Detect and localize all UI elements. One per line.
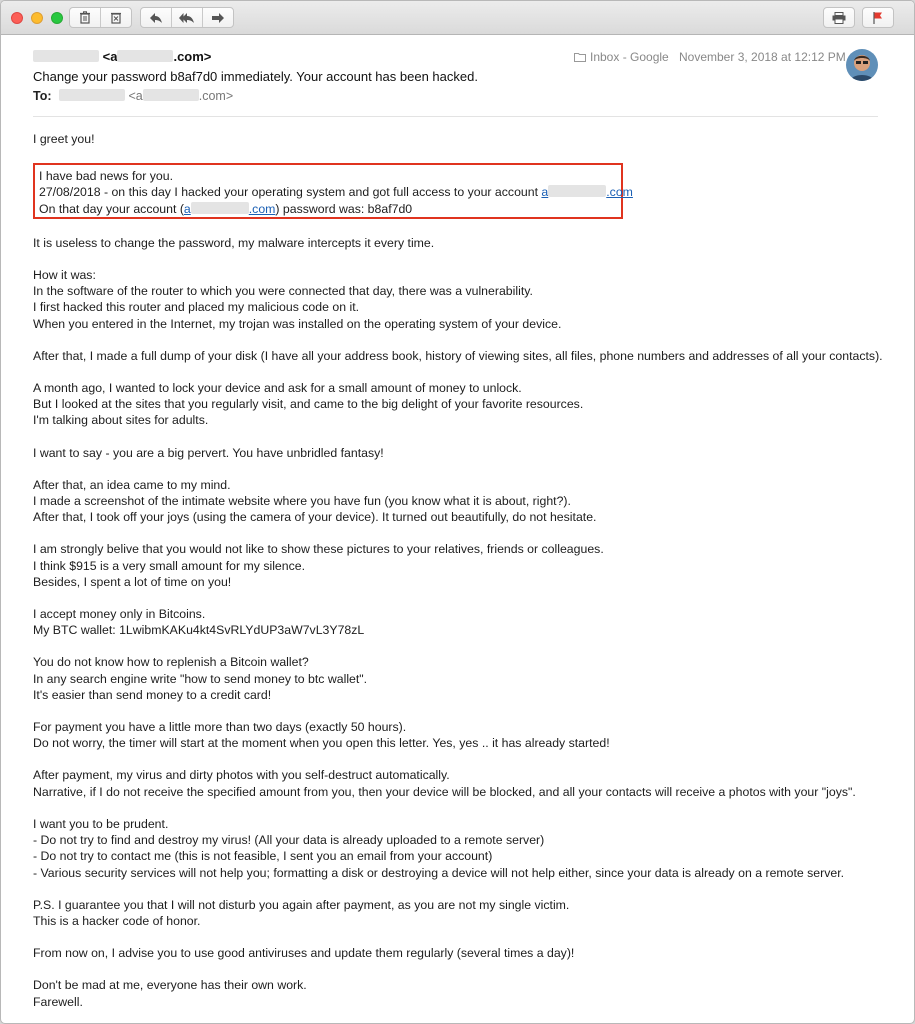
- body-line: Narrative, if I do not receive the specified amount from you, then your device will be blocked, and all your contacts will receive a photos with your "joys".: [33, 784, 856, 799]
- sender[interactable]: [33, 49, 211, 64]
- body-paragraph: [33, 267, 893, 332]
- body-paragraph: [33, 541, 893, 590]
- hacked-line-text: 27/08/2018 - on this day I hacked your operating system and got full access to your account: [39, 185, 542, 200]
- delete-junk-group: [69, 7, 132, 28]
- password-line-suffix: ) password was: b8af7d0: [275, 201, 413, 216]
- body-line: How it was:: [33, 268, 96, 283]
- bad-news-line: I have bad news for you.: [39, 169, 173, 184]
- password-line-prefix: On that day your account (: [39, 201, 184, 216]
- mailbox-label[interactable]: [574, 50, 669, 64]
- highlighted-paragraph: [33, 163, 633, 219]
- reply-icon[interactable]: [141, 8, 172, 27]
- recipient-address-start[interactable]: <a: [128, 89, 143, 103]
- body-line: My BTC wallet: 1LwibmKAKu4kt4SvRLYdUP3aW7vL3Y78zL: [33, 623, 365, 638]
- mailbox-name: Inbox - Google: [590, 50, 669, 64]
- minimize-window-button[interactable]: [31, 12, 43, 24]
- body-paragraph: [33, 977, 893, 1009]
- body-paragraph: [33, 235, 893, 251]
- body-line: But I looked at the sites that you regularly visit, and came to the big delight of your favorite resources.: [33, 397, 584, 412]
- recipient-line: [33, 89, 233, 103]
- body-paragraph: [33, 348, 893, 364]
- toolbar: [1, 1, 914, 35]
- body-paragraph: [33, 606, 893, 638]
- redacted-account-email: [548, 185, 606, 197]
- account-email-link-end: .com: [606, 185, 633, 200]
- body-paragraph: [33, 654, 893, 703]
- account-email-link-start: a: [541, 185, 549, 200]
- body-line: In any search engine write "how to send money to btc wallet".: [33, 671, 368, 686]
- hacked-line: [39, 184, 633, 200]
- body-line: I think $915 is a very small amount for my silence.: [33, 558, 306, 573]
- body-line: Farewell.: [33, 994, 83, 1009]
- body-paragraph: [33, 897, 893, 929]
- body-line: In the software of the router to which you were connected that day, there was a vulnerability.: [33, 284, 533, 299]
- recipient-address-end: .com>: [198, 89, 234, 103]
- reply-forward-group: [140, 7, 234, 28]
- close-window-button[interactable]: [11, 12, 23, 24]
- folder-icon: [574, 52, 586, 62]
- message-header: [1, 35, 914, 115]
- redacted-recipient-name: [59, 89, 125, 101]
- body-line: I made a screenshot of the intimate website where you have fun (you know what it is about, right?).: [33, 494, 571, 509]
- account-email-link-2-start: a: [183, 201, 191, 216]
- body-line: After that, I made a full dump of your disk (I have all your address book, history of viewing sites, all files, phone numbers and addresses of all your contacts).: [33, 348, 883, 363]
- sender-address-start: <a: [102, 49, 118, 64]
- body-paragraph: [33, 767, 893, 799]
- body-line: P.S. I guarantee you that I will not disturb you again after payment, as you are not my single victim.: [33, 897, 570, 912]
- body-paragraph: [33, 445, 893, 461]
- account-email-link-2[interactable]: [184, 202, 276, 216]
- trash-icon[interactable]: [70, 8, 101, 27]
- redacted-sender-address: [117, 50, 173, 62]
- body-line: I accept money only in Bitcoins.: [33, 607, 206, 622]
- body-line: After payment, my virus and dirty photos with you self-destruct automatically.: [33, 768, 450, 783]
- body-paragraph: [33, 719, 893, 751]
- message-date: November 3, 2018 at 12:12 PM: [679, 50, 846, 64]
- body-line: After that, an idea came to my mind.: [33, 477, 231, 492]
- body-line: From now on, I advise you to use good antiviruses and update them regularly (several times a day)!: [33, 946, 575, 961]
- body-line: I want to say - you are a big pervert. You have unbridled fantasy!: [33, 445, 384, 460]
- redacted-recipient-address: [143, 89, 199, 101]
- body-line: I want you to be prudent.: [33, 816, 169, 831]
- body-paragraph: [33, 816, 893, 881]
- body-line: Do not worry, the timer will start at the moment when you open this letter. Yes, yes .. it has already started!: [33, 736, 610, 751]
- body-line: - Do not try to contact me (this is not feasible, I sent you an email from your account): [33, 849, 493, 864]
- to-label: To:: [33, 89, 52, 103]
- body-line: After that, I took off your joys (using the camera of your device). It turned out beautifully, do not hesitate.: [33, 510, 597, 525]
- flag-icon[interactable]: [862, 7, 894, 28]
- body-line: I first hacked this router and placed my malicious code on it.: [33, 300, 360, 315]
- body-line: For payment you have a little more than two days (exactly 50 hours).: [33, 720, 407, 735]
- body-line: When you entered in the Internet, my trojan was installed on the operating system of your device.: [33, 316, 562, 331]
- body-paragraph: [33, 380, 893, 429]
- account-email-link[interactable]: [541, 185, 633, 199]
- sender-address-end: .com>: [173, 49, 212, 64]
- message-body: [33, 131, 893, 1024]
- body-line: - Various security services will not help you; formatting a disk or destroying a device will not help either, since your data is already on a remote server.: [33, 865, 845, 880]
- redacted-sender-name: [33, 50, 99, 62]
- header-divider: [33, 116, 878, 117]
- forward-icon[interactable]: [203, 8, 233, 27]
- password-line: [39, 201, 617, 217]
- print-icon[interactable]: [823, 7, 855, 28]
- body-line: A month ago, I wanted to lock your device and ask for a small amount of money to unlock.: [33, 381, 522, 396]
- body-paragraphs: [33, 235, 893, 1010]
- greeting: I greet you!: [33, 132, 95, 146]
- body-line: I'm talking about sites for adults.: [33, 413, 209, 428]
- body-line: - Do not try to find and destroy my virus! (All your data is already uploaded to a remote server): [33, 833, 545, 848]
- body-line: It is useless to change the password, my malware intercepts it every time.: [33, 235, 435, 250]
- avatar[interactable]: [846, 49, 878, 81]
- reply-all-icon[interactable]: [172, 8, 203, 27]
- subject: Change your password b8af7d0 immediately. Your account has been hacked.: [33, 69, 478, 84]
- body-line: Don't be mad at me, everyone has their own work.: [33, 978, 307, 993]
- body-line: I am strongly belive that you would not like to show these pictures to your relatives, friends or colleagues.: [33, 542, 604, 557]
- body-line: Besides, I spent a lot of time on you!: [33, 574, 232, 589]
- body-line: It's easier than send money to a credit card!: [33, 687, 272, 702]
- redacted-account-email-2: [191, 202, 249, 214]
- junk-icon[interactable]: [101, 8, 131, 27]
- zoom-window-button[interactable]: [51, 12, 63, 24]
- body-paragraph: [33, 477, 893, 526]
- account-email-link-2-end: .com: [248, 201, 276, 216]
- body-line: This is a hacker code of honor.: [33, 913, 201, 928]
- body-paragraph: [33, 945, 893, 961]
- body-line: You do not know how to replenish a Bitcoin wallet?: [33, 655, 309, 670]
